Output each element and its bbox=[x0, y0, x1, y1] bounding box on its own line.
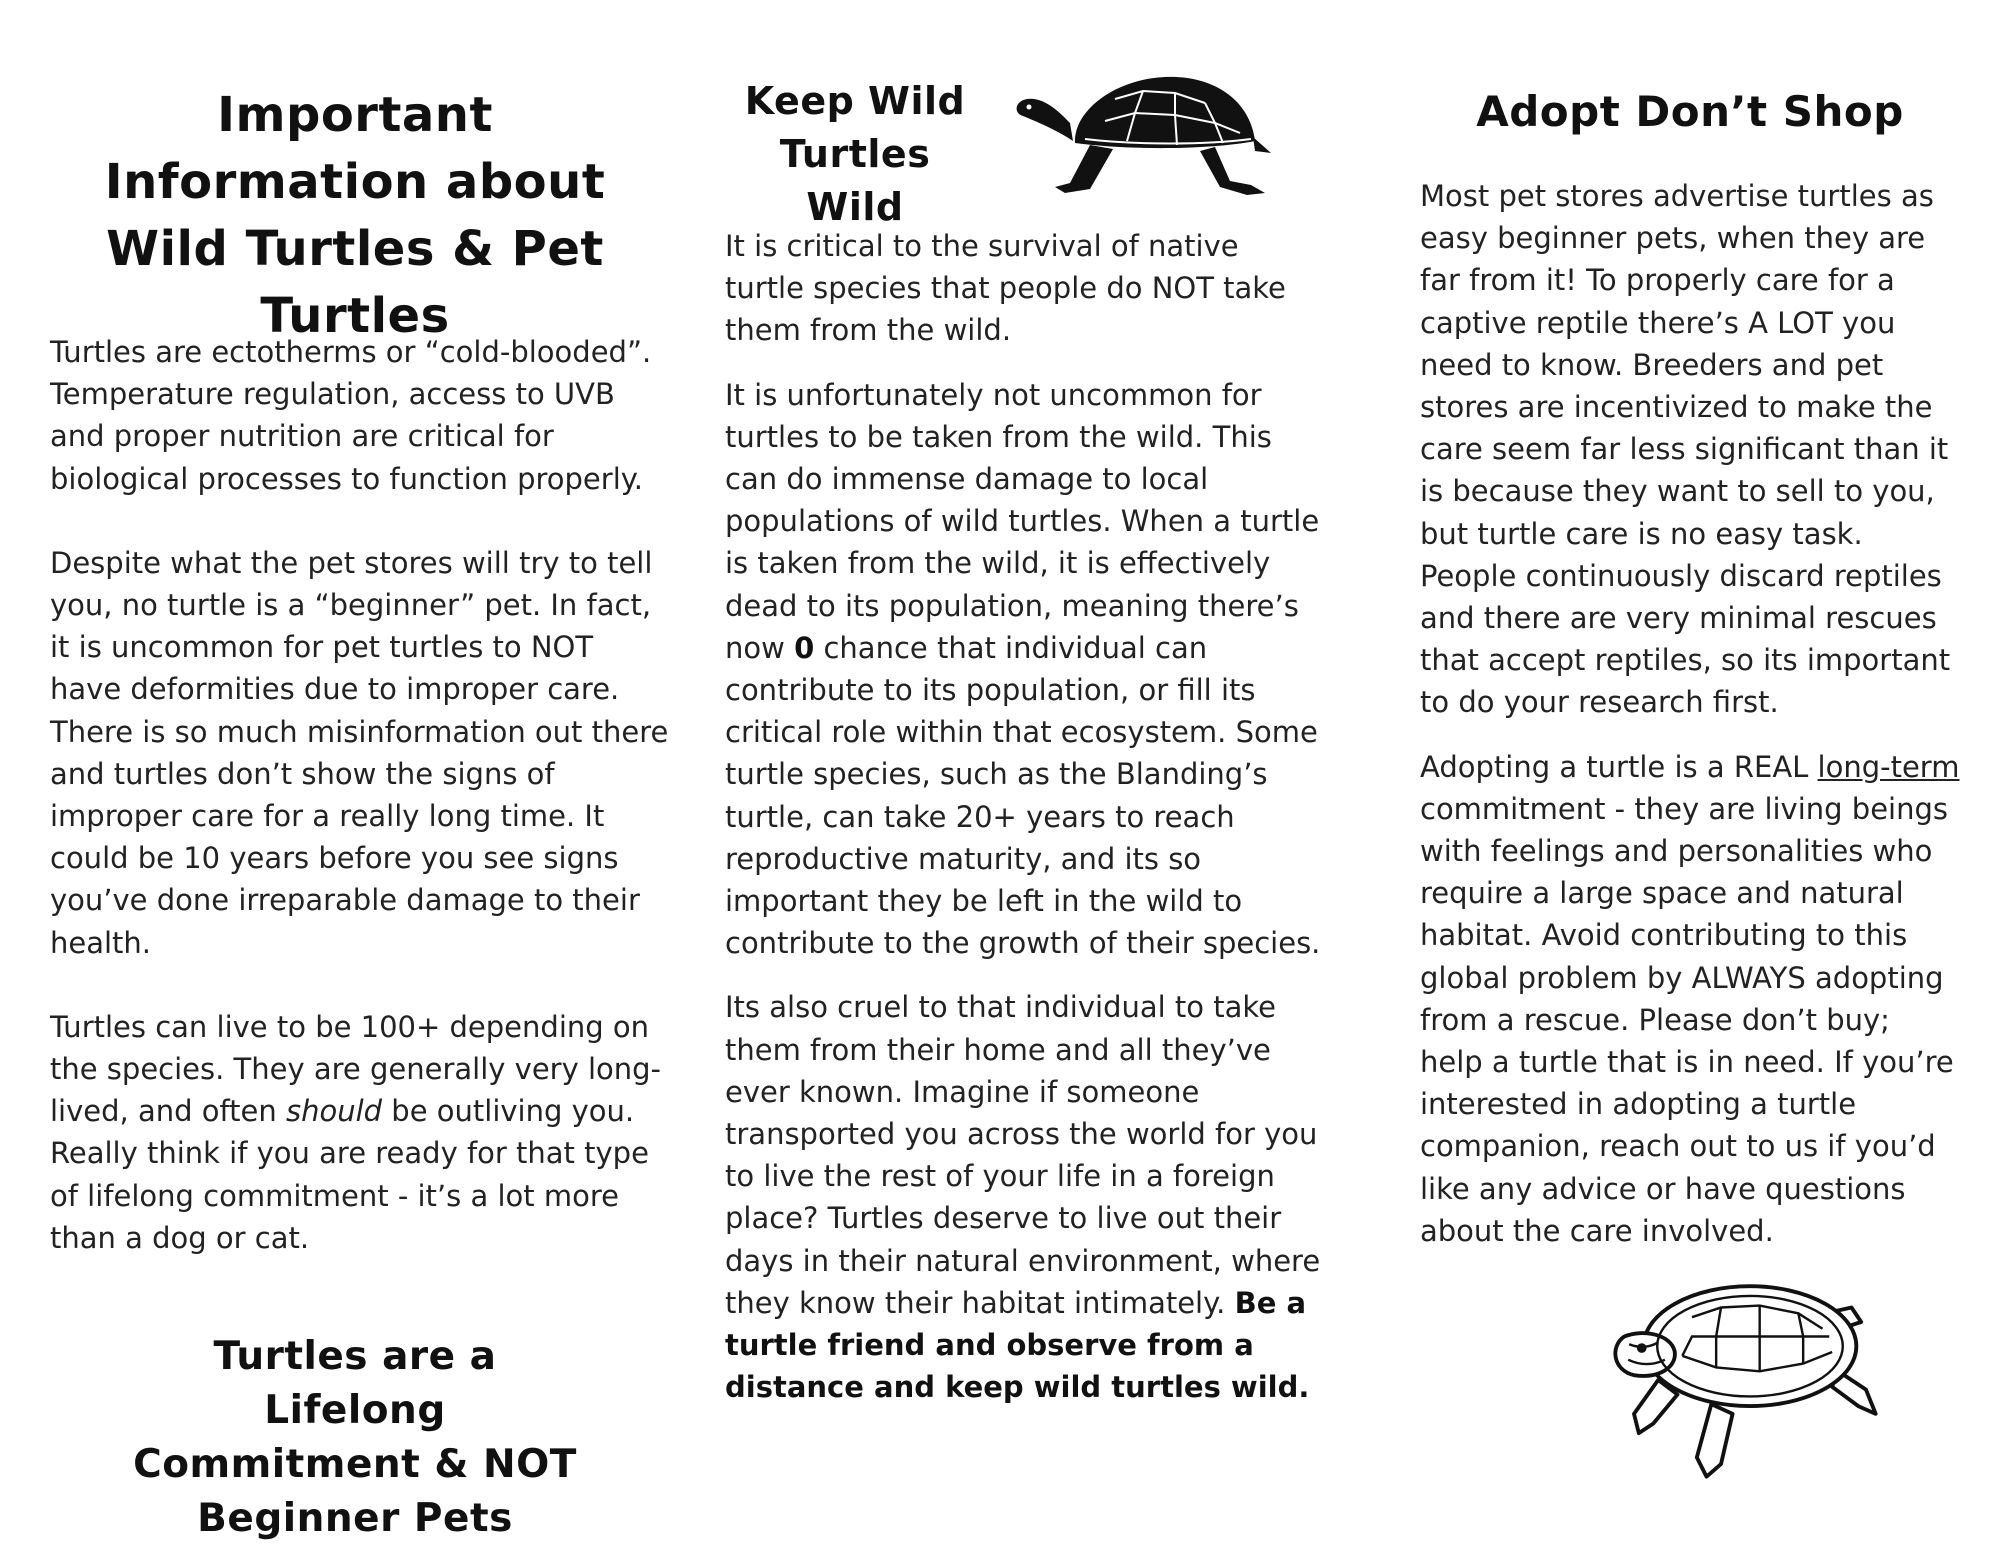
right-paragraph-1: Most pet stores advertise turtles as easy beginner pets, when they are far from it! To properly care for a captive reptile there’s A LOT you need to know. Breeders and pet stores are incentivized to make the care seem far less significant than it is because they want to sell to you, but turtle care is no easy task. People continuously discard reptiles and there are very minimal rescues that accept reptiles, so its important to do your research first. bbox=[1420, 179, 1951, 720]
left-paragraph-3: Turtles can live to be 100+ depending on the species. They are generally very long-lived, and often should be outliving you. Really think if you are ready for that type of lifelong commitment - it’s a lot more than a dog or cat. bbox=[50, 1009, 662, 1255]
left-paragraph-1: Turtles are ectotherms or “cold-blooded”. Temperature regulation, access to UVB and proper nutrition are critical for biological processes to function properly. bbox=[50, 335, 652, 496]
right-paragraph-2: Adopting a turtle is a REAL long-term commitment - they are living beings with feelings and personalities who require a large space and natural habitat. Avoid contributing to this global problem by ALWAYS adopting from a rescue. Please don’t buy; help a turtle that is in need. If you’re interested in adopting a turtle companion, reach out to us if you’d like any advice or have questions about the care involved. bbox=[1420, 749, 1960, 1248]
turtle-silhouette-icon bbox=[1015, 68, 1275, 204]
right-title: Adopt Don’t Shop bbox=[1476, 87, 1904, 136]
turtle-outline-icon bbox=[1605, 1275, 1895, 1485]
left-title: Important Information about Wild Turtles & Pet Turtles bbox=[104, 87, 606, 344]
left-subtitle: Turtles are a Lifelong Commitment & NOT Beginner Pets bbox=[133, 1334, 577, 1541]
middle-title: Keep Wild Turtles Wild bbox=[744, 79, 966, 229]
middle-paragraph-1: It is critical to the survival of native turtle species that people do NOT take them from the wild. bbox=[725, 229, 1286, 348]
left-paragraph-2: Despite what the pet stores will try to tell you, no turtle is a “beginner” pet. In fact, it is uncommon for pet turtles to NOT have deformities due to improper care. There is so much misinformation out there and turtles don’t show the signs of improper care for a really long time. It could be 10 years before you see signs you’ve done irreparable damage to their health. bbox=[50, 545, 669, 960]
middle-paragraph-3: Its also cruel to that individual to take them from their home and all they’ve ever known. Imagine if someone transported you across the world for you to live the rest of your life in a foreign place? Turtles deserve to live out their days in their natural environment, where they know their habitat intimately. Be a turtle friend and observe from a distance and keep wild turtles wild. bbox=[725, 990, 1321, 1405]
middle-paragraph-2: It is unfortunately not uncommon for turtles to be taken from the wild. This can do immense damage to local populations of wild turtles. When a turtle is taken from the wild, it is effectively dead to its population, meaning there’s now 0 chance that individual can contribute to its population, or fill its critical role within that ecosystem. Some turtle species, such as the Blanding’s turtle, can take 20+ years to reach reproductive maturity, and its so important they be left in the wild to contribute to the growth of their species. bbox=[725, 377, 1321, 961]
